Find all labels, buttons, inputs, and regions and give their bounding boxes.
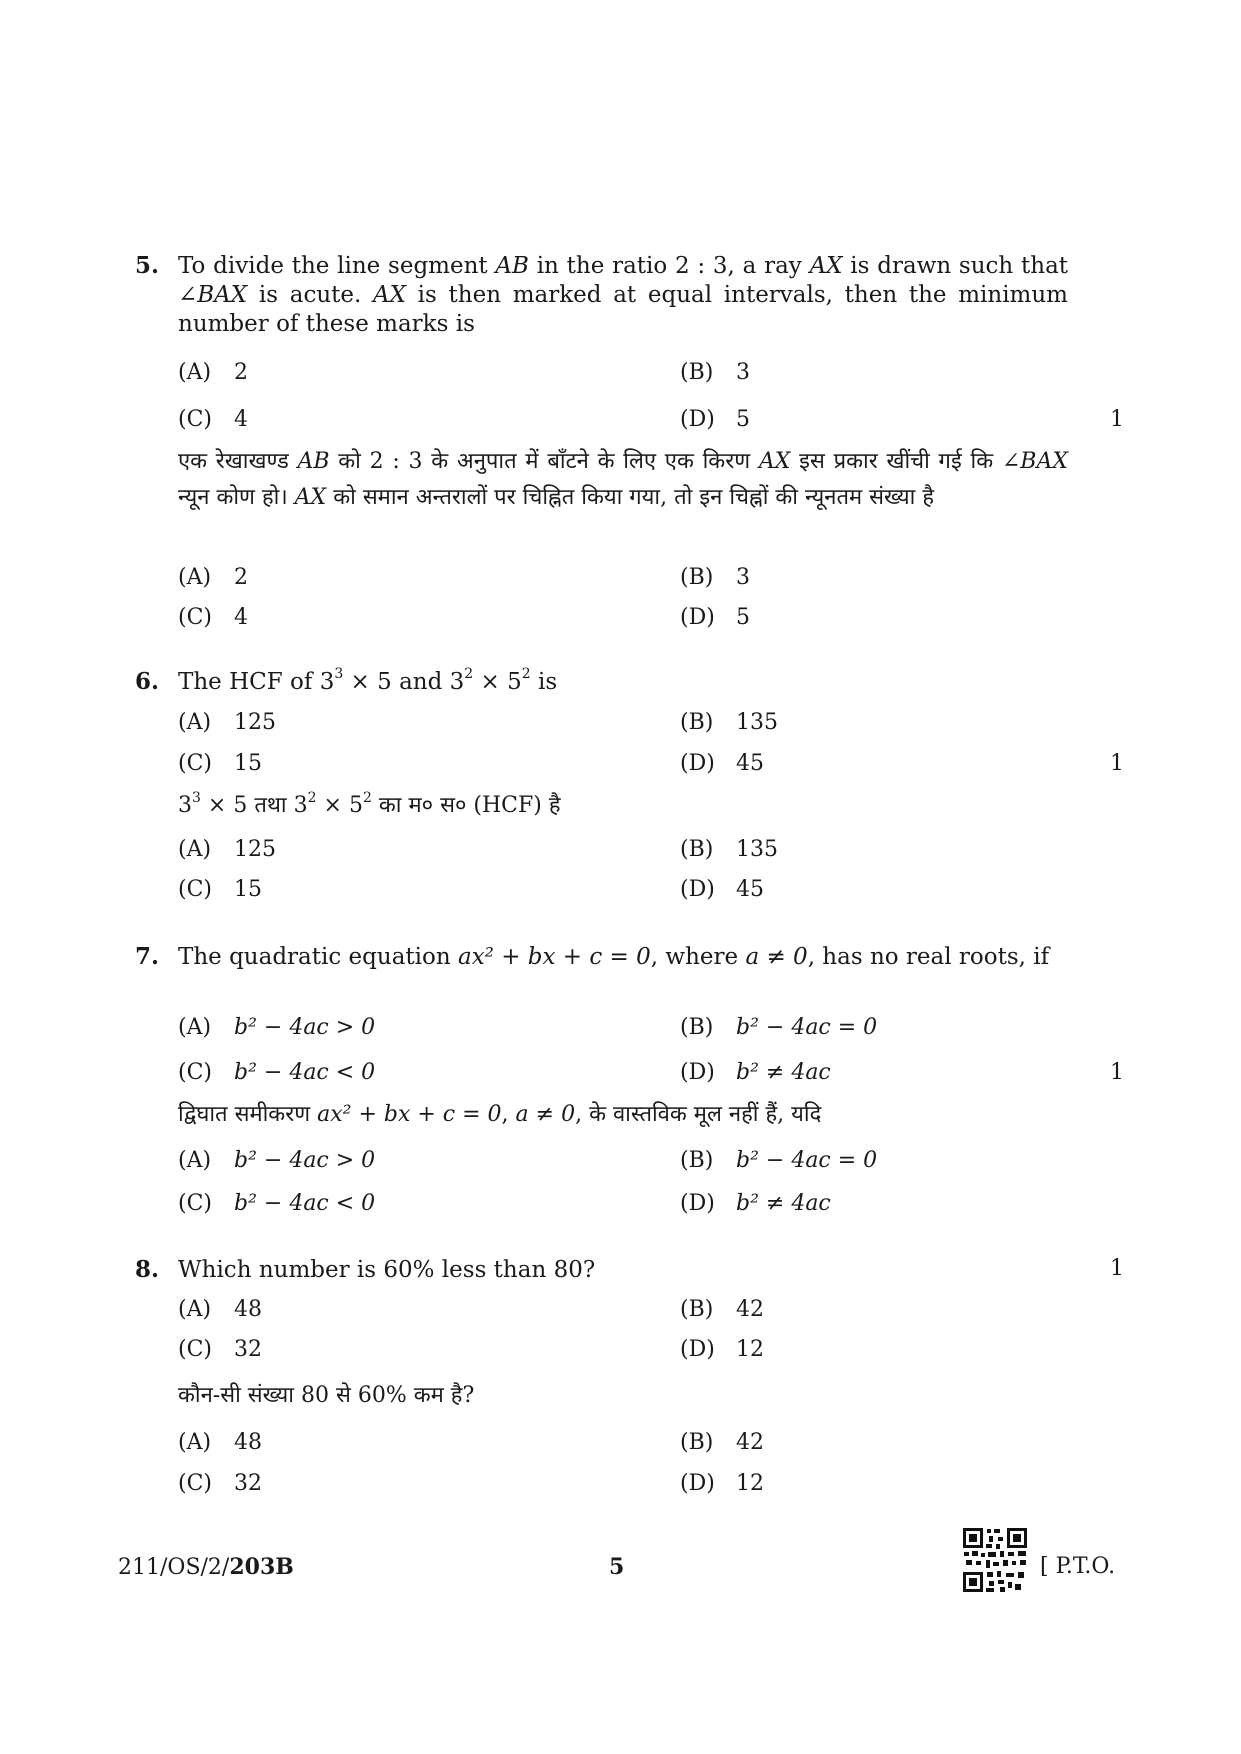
q6-option-a-en: (A) 125 (178, 710, 276, 735)
qr-code-icon (962, 1527, 1028, 1593)
question-5-number: 5. (135, 252, 160, 279)
paper-code: 211/OS/2/203B (118, 1554, 294, 1580)
q8-option-a-hi: (A) 48 (178, 1430, 262, 1455)
page-number: 5 (609, 1554, 625, 1580)
q5-option-b-en: (B) 3 (680, 360, 750, 385)
q6-option-d-hi: (D) 45 (680, 877, 764, 902)
q6-option-c-en: (C) 15 (178, 751, 262, 776)
question-8-stem-en: Which number is 60% less than 80? (178, 1257, 596, 1283)
q7-marks: 1 (1110, 1060, 1124, 1085)
q5-option-c-en: (C) 4 (178, 407, 248, 432)
q5-marks: 1 (1110, 407, 1124, 432)
question-7-stem-hi: द्विघात समीकरण ax² + bx + c = 0, a ≠ 0, के वास्तविक मूल नहीं हैं, यदि (178, 1102, 822, 1127)
q7-option-d-hi: (D) b² ≠ 4ac (680, 1191, 831, 1216)
q7-option-a-en: (A) b² − 4ac > 0 (178, 1015, 376, 1040)
q8-option-a-en: (A) 48 (178, 1297, 262, 1322)
question-8-number: 8. (135, 1256, 160, 1283)
q8-option-b-en: (B) 42 (680, 1297, 764, 1322)
q5-option-b-hi: (B) 3 (680, 565, 750, 590)
q8-option-d-en: (D) 12 (680, 1337, 764, 1362)
q8-option-c-en: (C) 32 (178, 1337, 262, 1362)
q7-option-c-en: (C) b² − 4ac < 0 (178, 1060, 376, 1085)
q6-option-a-hi: (A) 125 (178, 837, 276, 862)
question-6-stem-en: The HCF of $3^3 \times 5$ and $3^2 \times 5^2$ is (178, 666, 558, 695)
question-7-stem-en: The quadratic equation ax² + bx + c = 0, where a ≠ 0, has no real roots, if (178, 944, 1050, 970)
q6-option-d-en: (D) 45 (680, 751, 764, 776)
q7-option-a-hi: (A) b² − 4ac > 0 (178, 1148, 376, 1173)
q5-option-c-hi: (C) 4 (178, 605, 248, 630)
q6-option-b-en: (B) 135 (680, 710, 778, 735)
q8-option-d-hi: (D) 12 (680, 1471, 764, 1496)
q7-option-c-hi: (C) b² − 4ac < 0 (178, 1191, 376, 1216)
q5-option-d-en: (D) 5 (680, 407, 750, 432)
question-8-stem-hi: कौन-सी संख्या 80 से 60% कम है? (178, 1383, 475, 1408)
q7-option-d-en: (D) b² ≠ 4ac (680, 1060, 831, 1085)
question-5-stem-en: To divide the line segment AB in the ratio 2 : 3, a ray AX is drawn such that ∠BAX is acute. AX is then marked at equal intervals, then the minimum number of these marks is (178, 253, 1069, 337)
q5-option-d-hi: (D) 5 (680, 605, 750, 630)
pto-label: [ P.T.O. (1040, 1554, 1116, 1579)
q6-option-c-hi: (C) 15 (178, 877, 262, 902)
q6-marks: 1 (1110, 751, 1124, 776)
q6-option-b-hi: (B) 135 (680, 837, 778, 862)
question-6-stem-hi: $3^3 \times 5$ तथा $3^2 \times 5^2$ का म० स० (HCF) है (178, 789, 561, 818)
q5-option-a-en: (A) 2 (178, 360, 248, 385)
q5-option-a-hi: (A) 2 (178, 565, 248, 590)
question-7-number: 7. (135, 943, 160, 970)
q7-option-b-hi: (B) b² − 4ac = 0 (680, 1148, 878, 1173)
q7-option-b-en: (B) b² − 4ac = 0 (680, 1015, 878, 1040)
question-5-stem-hi: एक रेखाखण्ड AB को 2 : 3 के अनुपात में बाँटने के लिए एक किरण AX इस प्रकार खींची गई कि ∠BAX न्यून कोण हो। AX को समान अन्तरालों पर चिह्नित किया गया, तो इन चिह्नों की न्यूनतम संख्या है (178, 449, 1068, 510)
q8-marks: 1 (1110, 1256, 1124, 1281)
q8-option-c-hi: (C) 32 (178, 1471, 262, 1496)
question-6-number: 6. (135, 668, 160, 695)
q8-option-b-hi: (B) 42 (680, 1430, 764, 1455)
